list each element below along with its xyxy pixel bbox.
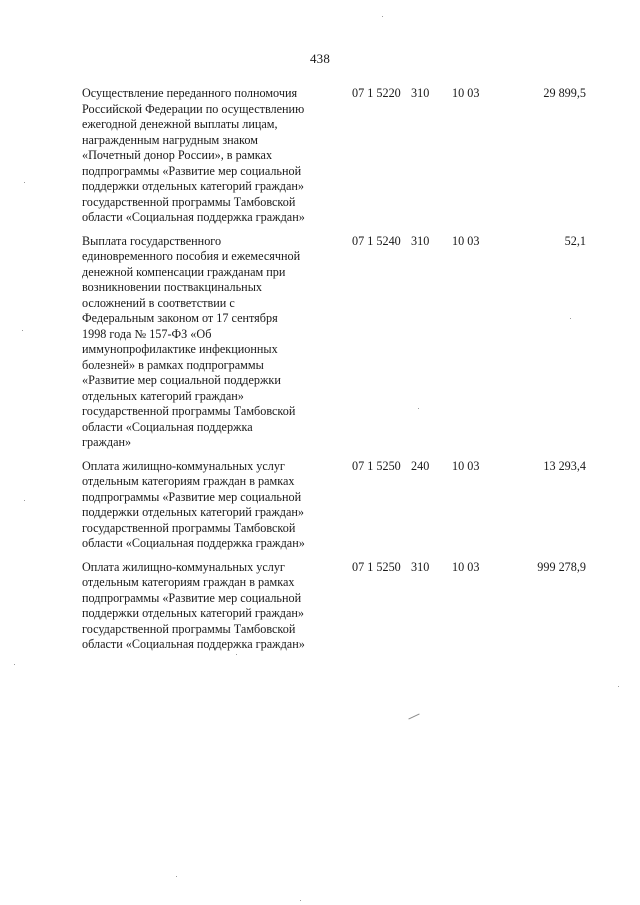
- row-amount: 52,1: [564, 233, 586, 248]
- row-classification-code: 07 1 5240: [352, 233, 401, 248]
- scan-speck: [570, 318, 571, 319]
- row-section-code: 10 03: [452, 559, 480, 574]
- table-row: [0, 86, 640, 226]
- scan-speck: [618, 686, 619, 687]
- scan-speck: [418, 408, 419, 409]
- row-classification-code: 07 1 5250: [352, 458, 401, 473]
- scan-speck: [14, 664, 15, 665]
- budget-table: [0, 86, 640, 661]
- row-amount: 29 899,5: [543, 86, 586, 100]
- scan-speck: [24, 500, 25, 501]
- row-section-code: 10 03: [452, 233, 480, 248]
- row-amount: 13 293,4: [543, 458, 586, 473]
- row-classification-code: 07 1 5250: [352, 559, 401, 574]
- row-description: Оплата жилищно-коммунальных услуг отдельным категориям граждан в рамках подпрограммы «Развитие мер социальной поддержки отдельных категорий граждан» государственной программы Тамбовской области «Социальная поддержка граждан»: [82, 458, 305, 550]
- row-description: Оплата жилищно-коммунальных услуг отдельным категориям граждан в рамках подпрограммы «Развитие мер социальной поддержки отдельных категорий граждан» государственной программы Тамбовской области «Социальная поддержка граждан»: [82, 559, 305, 651]
- scan-speck: [236, 654, 237, 655]
- row-section-code: 10 03: [452, 86, 480, 100]
- row-section-code: 10 03: [452, 458, 480, 473]
- scan-speck: [300, 900, 301, 901]
- row-expenditure-type: 310: [411, 86, 430, 100]
- row-expenditure-type: 240: [411, 458, 430, 473]
- row-expenditure-type: 310: [411, 559, 430, 574]
- scan-speck: [382, 16, 383, 17]
- page-number: 438: [309, 51, 331, 66]
- row-expenditure-type: 310: [411, 233, 430, 248]
- scan-speck: [22, 330, 23, 331]
- row-classification-code: 07 1 5220: [352, 86, 401, 100]
- row-amount: 999 278,9: [537, 559, 586, 574]
- scan-scratch: [408, 714, 419, 720]
- table-row: [0, 234, 640, 451]
- table-row: [0, 459, 640, 552]
- scan-speck: [176, 876, 177, 877]
- scan-speck: [24, 182, 25, 183]
- row-description: Выплата государственного единовременного пособия и ежемесячной денежной компенсации гражданам при возникновении поствакцинальных осложнений в соответствии с Федеральным законом от 17 сентября 1998 года № 157-ФЗ «Об иммунопрофилактике инфекционных болезней» в рамках подпрограммы «Развитие мер социальной поддержки отдельных категорий граждан» государственной программы Тамбовской области «Социальная поддержка граждан»: [82, 233, 301, 449]
- table-row: [0, 560, 640, 653]
- row-description: Осуществление переданного полномочия Российской Федерации по осуществлению ежегодной денежной выплаты лицам, награжденным нагрудным знаком «Почетный донор России», в рамках подпрограммы «Развитие мер социальной поддержки отдельных категорий граждан» государственной программы Тамбовской области «Социальная поддержка граждан»: [82, 86, 305, 224]
